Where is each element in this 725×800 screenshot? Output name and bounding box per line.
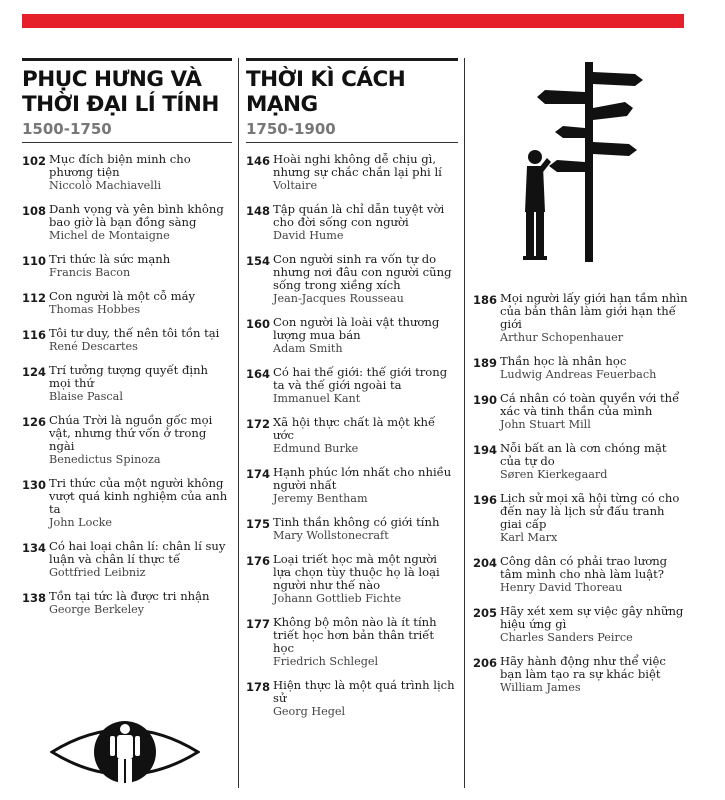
page-number: 110 (22, 254, 47, 268)
quote-text: Tinh thần không có giới tính (273, 515, 440, 529)
section-title (246, 61, 458, 117)
author-name: Johann Gottlieb Fichte (273, 592, 402, 605)
quote-text: Tôi tư duy, thế nên tôi tồn tại (49, 326, 220, 340)
list-item (246, 366, 458, 405)
quote-text: Hiện thực là một quá trình lịch sử (273, 678, 455, 705)
author-name: Voltaire (273, 179, 318, 192)
list-item (22, 153, 232, 192)
list-item (22, 364, 232, 403)
entry-body (500, 392, 688, 431)
quote-text: Lịch sử mọi xã hội từng có cho đến nay là lịch sử đấu tranh giai cấp (500, 491, 680, 531)
entry-body (49, 477, 232, 529)
entry-body (500, 292, 688, 344)
quote-text: Hãy hành động như thể việc bạn làm tạo ra sự khác biệt (500, 654, 666, 681)
author-name: Karl Marx (500, 531, 558, 544)
author-name: Friedrich Schlegel (273, 655, 379, 668)
author-name: Francis Bacon (49, 266, 131, 279)
page-number: 176 (246, 554, 271, 568)
entry-body (500, 492, 688, 544)
list-item (246, 679, 458, 718)
list-item (473, 605, 688, 644)
section-years: 1750-1900 (246, 117, 458, 143)
page-number: 164 (246, 367, 271, 381)
quote-text: Chúa Trời là nguồn gốc mọi vật, nhưng thứ vốn ở trong ngài (49, 413, 213, 453)
author-name: Niccolò Machiavelli (49, 179, 162, 192)
entry-body (49, 590, 232, 616)
list-item (473, 555, 688, 594)
list-item (22, 253, 232, 279)
entry-body (273, 516, 458, 542)
page-number: 206 (473, 656, 498, 670)
quote-text: Con người là một cỗ máy (49, 289, 196, 303)
author-name: Adam Smith (273, 342, 343, 355)
red-header-bar (22, 14, 684, 28)
author-name: George Berkeley (49, 603, 145, 616)
list-item (246, 516, 458, 542)
page-number: 102 (22, 154, 47, 168)
author-name: Blaise Pascal (49, 390, 123, 403)
list-item (473, 442, 688, 481)
entry-list (246, 153, 458, 718)
quote-text: Loại triết học mà một người lựa chọn tùy thuộc họ là loại người như thế nào (273, 552, 440, 592)
entry-body (49, 253, 232, 279)
list-item (246, 316, 458, 355)
page-number: 116 (22, 328, 47, 342)
list-item (473, 355, 688, 381)
page-number: 189 (473, 356, 498, 370)
page-number: 205 (473, 606, 498, 620)
quote-text: Con người là loài vật thương lượng mua bán (273, 315, 440, 342)
entry-body (273, 416, 458, 455)
author-name: Jeremy Bentham (273, 492, 368, 505)
quote-text: Danh vọng và yên bình không bao giờ là bạn đồng sàng (49, 202, 224, 229)
list-item (22, 327, 232, 353)
list-item (246, 553, 458, 605)
page-number: 148 (246, 204, 271, 218)
author-name: Mary Wollstonecraft (273, 529, 389, 542)
section-years: 1500-1750 (22, 117, 232, 143)
list-item (246, 253, 458, 305)
author-name: René Descartes (49, 340, 138, 353)
entry-body (273, 253, 458, 305)
column-divider (238, 58, 239, 788)
page-number: 126 (22, 415, 47, 429)
quote-text: Tri thức là sức mạnh (49, 252, 171, 266)
quote-text: Con người sinh ra vốn tự do nhưng nơi đâu con người cũng sống trong xiềng xích (273, 252, 452, 292)
page-number: 112 (22, 291, 47, 305)
author-name: Gottfried Leibniz (49, 566, 146, 579)
title-line: PHỤC HƯNG VÀ (22, 67, 202, 92)
section-title (22, 61, 232, 117)
quote-text: Mọi người lấy giới hạn tầm nhìn của bản thân làm giới hạn thế giới (500, 291, 688, 331)
list-item (22, 477, 232, 529)
author-name: Thomas Hobbes (49, 303, 141, 316)
page-number: 124 (22, 365, 47, 379)
quote-text: Có hai loại chân lí: chân lí suy luận và chân lí thực tế (49, 539, 226, 566)
quote-text: Có hai thế giới: thế giới trong ta và thế giới ngoài ta (273, 365, 448, 392)
entry-body (49, 414, 232, 466)
page-number: 175 (246, 517, 271, 531)
quote-text: Hạnh phúc lớn nhất cho nhiều người nhất (273, 465, 452, 492)
list-item (22, 540, 232, 579)
entry-body (49, 327, 232, 353)
quote-text: Không bộ môn nào là ít tính triết học hơn bản thân triết học (273, 615, 437, 655)
page-number: 186 (473, 293, 498, 307)
author-name: John Locke (49, 516, 113, 529)
page-number: 146 (246, 154, 271, 168)
entry-body (273, 203, 458, 242)
entry-body (273, 316, 458, 355)
entry-list (473, 292, 688, 694)
author-name: Charles Sanders Peirce (500, 631, 633, 644)
author-name: John Stuart Mill (500, 418, 591, 431)
entry-body (49, 290, 232, 316)
quote-text: Mục đích biện minh cho phương tiện (49, 152, 191, 179)
author-name: Arthur Schopenhauer (500, 331, 624, 344)
list-item (22, 203, 232, 242)
section-renaissance (22, 58, 232, 627)
title-line: THỜI KÌ CÁCH (246, 67, 406, 92)
author-name: Ludwig Andreas Feuerbach (500, 368, 657, 381)
author-name: Benedictus Spinoza (49, 453, 161, 466)
page-number: 134 (22, 541, 47, 555)
quote-text: Tri thức của một người không vượt quá kinh nghiệm của anh ta (49, 476, 228, 516)
page-number: 130 (22, 478, 47, 492)
quote-text: Hoài nghi không dễ chịu gì, nhưng sự chắc chắn lại phi lí (273, 152, 442, 179)
page-number: 196 (473, 493, 498, 507)
list-item (473, 392, 688, 431)
entry-body (273, 553, 458, 605)
page-number: 172 (246, 417, 271, 431)
author-name: Georg Hegel (273, 705, 346, 718)
entry-body (273, 466, 458, 505)
quote-text: Tồn tại tức là được tri nhận (49, 589, 210, 603)
list-item (473, 655, 688, 694)
quote-text: Trí tưởng tượng quyết định mọi thứ (49, 363, 209, 390)
entry-body (49, 153, 232, 192)
page-number: 177 (246, 617, 271, 631)
quote-text: Cá nhân có toàn quyền với thể xác và tinh thần của mình (500, 391, 680, 418)
list-item (473, 292, 688, 344)
list-item (246, 616, 458, 668)
page-number: 178 (246, 680, 271, 694)
list-item (246, 203, 458, 242)
author-name: Immanuel Kant (273, 392, 361, 405)
author-name: William James (500, 681, 581, 694)
quote-text: Xã hội thực chất là một khế ước (273, 415, 436, 442)
entry-body (500, 355, 688, 381)
title-line: MẠNG (246, 92, 318, 117)
entry-body (273, 616, 458, 668)
column-divider (464, 58, 465, 788)
list-item (22, 414, 232, 466)
page-number: 190 (473, 393, 498, 407)
quote-text: Hãy xét xem sự việc gây những hiệu ứng gì (500, 604, 684, 631)
entry-body (49, 540, 232, 579)
page-number: 174 (246, 467, 271, 481)
entry-body (500, 655, 688, 694)
signpost-thinker-icon (505, 62, 655, 262)
author-name: Michel de Montaigne (49, 229, 170, 242)
page-number: 160 (246, 317, 271, 331)
quote-text: Nỗi bất an là cơn chóng mặt của tự do (500, 441, 667, 468)
page-number: 204 (473, 556, 498, 570)
author-name: Jean-Jacques Rousseau (273, 292, 404, 305)
eye-figure-icon (50, 715, 200, 790)
list-item (246, 416, 458, 455)
page-number: 138 (22, 591, 47, 605)
entry-body (273, 153, 458, 192)
entry-list (22, 153, 232, 616)
author-name: Edmund Burke (273, 442, 359, 455)
entry-body (273, 679, 458, 718)
entry-body (500, 555, 688, 594)
quote-text: Thần học là nhân học (500, 354, 627, 368)
list-item (22, 290, 232, 316)
entry-body (500, 442, 688, 481)
title-line: THỜI ĐẠI LÍ TÍNH (22, 92, 219, 117)
list-item (473, 492, 688, 544)
page-number: 194 (473, 443, 498, 457)
list-item (22, 590, 232, 616)
section-revolution (246, 58, 458, 729)
entry-body (500, 605, 688, 644)
list-item (246, 466, 458, 505)
page-number: 108 (22, 204, 47, 218)
author-name: David Hume (273, 229, 344, 242)
quote-text: Tập quán là chỉ dẫn tuyệt vời cho đời sống con người (273, 202, 445, 229)
page-number: 154 (246, 254, 271, 268)
list-item (246, 153, 458, 192)
author-name: Henry David Thoreau (500, 581, 623, 594)
entry-body (273, 366, 458, 405)
author-name: Søren Kierkegaard (500, 468, 608, 481)
entry-body (49, 364, 232, 403)
quote-text: Công dân có phải trao lương tâm mình cho nhà làm luật? (500, 554, 668, 581)
entry-body (49, 203, 232, 242)
